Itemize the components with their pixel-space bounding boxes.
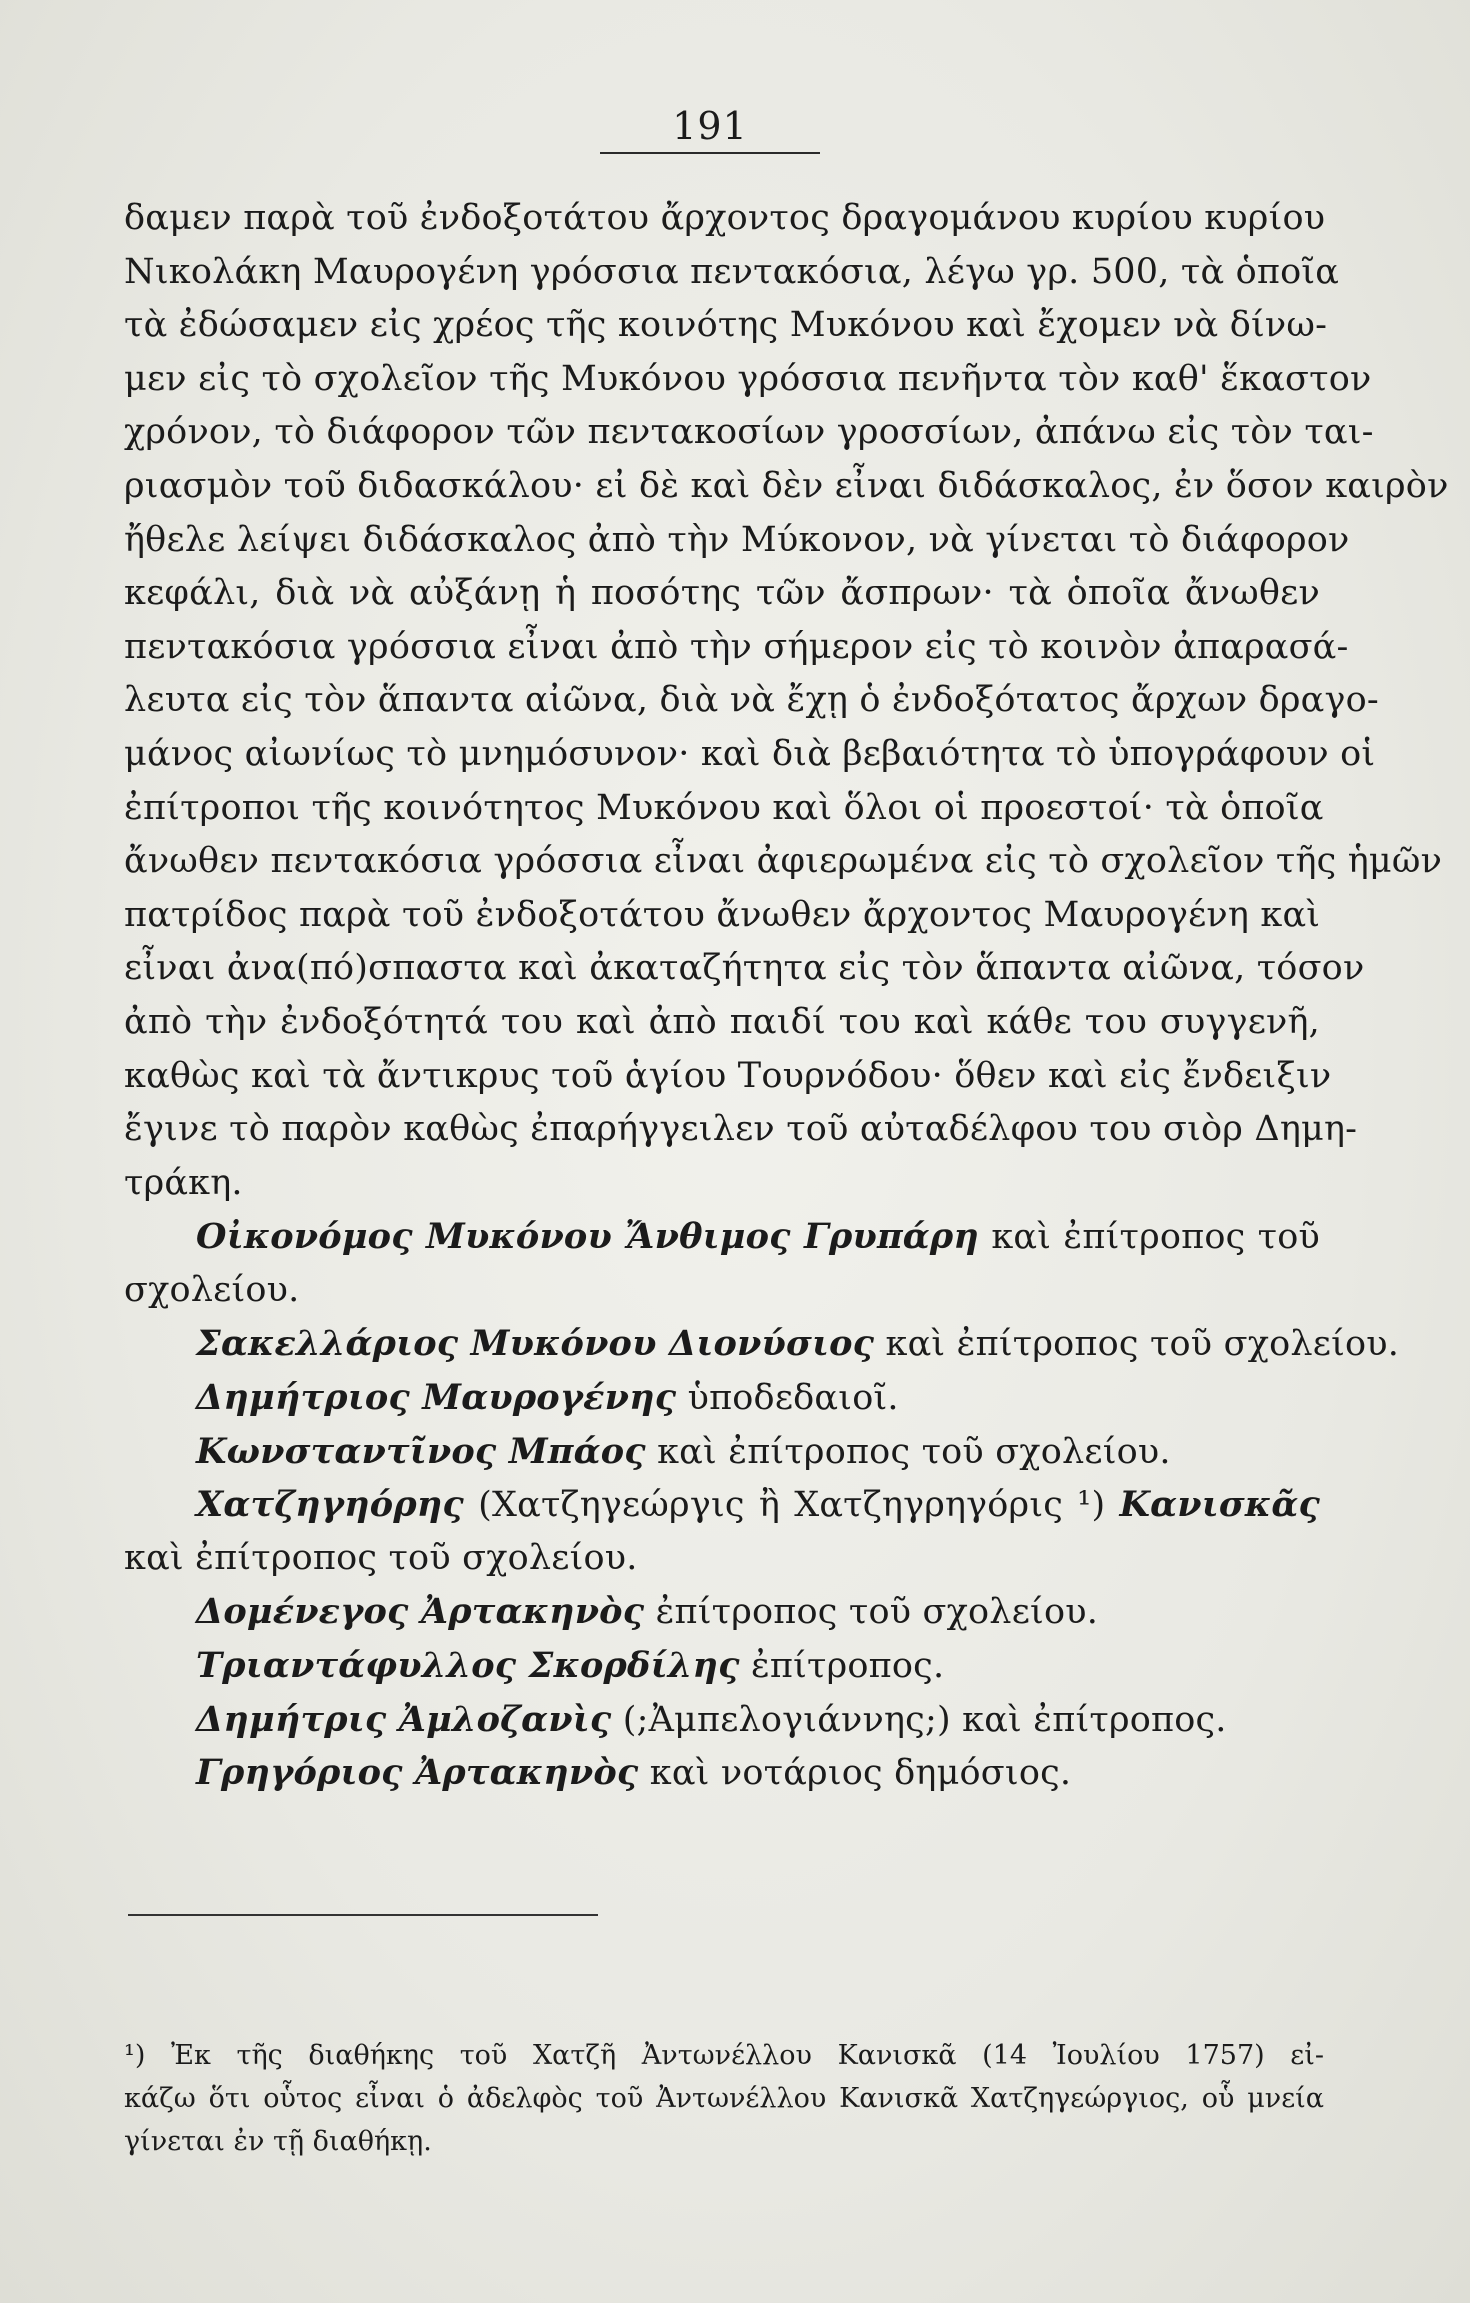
- signature-line: [124, 1585, 1320, 1639]
- signatory-role: ἐπίτροπος τοῦ σχολείου.: [644, 1592, 1099, 1633]
- signature-line: [124, 1317, 1400, 1371]
- signature-line: [124, 1210, 1320, 1264]
- text-line: ἐπίτροποι τῆς κοινότητος Μυκόνου καὶ ὅλοι οἱ προεστοί· τὰ ὁποῖα: [124, 787, 1324, 828]
- text-line: πατρίδος παρὰ τοῦ ἐνδοξοτάτου ἄνωθεν ἄρχοντος Μαυρογένη καὶ: [124, 894, 1321, 935]
- signatory-role: καὶ ἐπίτροπος τοῦ σχολείου.: [645, 1431, 1171, 1472]
- signatory-name: Χατζηγηόρης: [196, 1484, 464, 1526]
- signature-continuation: καὶ ἐπίτροπος τοῦ σχολείου.: [124, 1537, 638, 1578]
- signatory-role: ὑποδεδαιοῖ.: [676, 1378, 899, 1419]
- signatory-name: Δομένεγος Ἀρτακηνὸς: [196, 1591, 645, 1633]
- text-line: ἀπὸ τὴν ἐνδοξότητά του καὶ ἀπὸ παιδί του καὶ κάθε του συγγενῆ,: [124, 1001, 1320, 1042]
- page-number-rule: [600, 152, 820, 154]
- text-line: τὰ ἐδώσαμεν εἰς χρέος τῆς κοινότης Μυκόνου καὶ ἔχομεν νὰ δίνω-: [124, 305, 1328, 346]
- signature-line: [124, 1478, 1320, 1532]
- signatory-role: καὶ νοτάριος δημόσιος.: [638, 1753, 1072, 1794]
- signatory-name: Τριαντάφυλλος Σκορδίλης: [196, 1645, 740, 1687]
- text-line: χρόνον, τὸ διάφορον τῶν πεντακοσίων γροσσίων, ἀπάνω εἰς τὸν ται-: [124, 412, 1374, 453]
- footnote-line: ¹) Ἐκ τῆς διαθήκης τοῦ Χατζῆ Ἀντωνέλλου Κανισκᾶ (14 Ἰουλίου 1757) εἰ-: [124, 2040, 1324, 2071]
- footnote-line: γίνεται ἐν τῇ διαθήκῃ.: [124, 2126, 432, 2157]
- signature-line: [124, 1693, 1320, 1747]
- signatory-name: Δημήτρις Ἀμλοζανὶς: [196, 1698, 612, 1740]
- signatory-role: (Χατζηγεώργις ἢ Χατζηγρηγόρις ¹): [463, 1485, 1120, 1526]
- text-line: τράκη.: [124, 1162, 243, 1203]
- signature-continuation: σχολείου.: [124, 1269, 300, 1310]
- signature-line: [124, 1639, 1320, 1693]
- signatory-role: ἐπίτροπος.: [739, 1646, 945, 1687]
- footnote: [124, 2034, 1324, 2163]
- signatory-name: Σακελλάριος Μυκόνου Διονύσιος: [196, 1323, 875, 1365]
- footnote-separator: [128, 1914, 598, 1916]
- text-line: κεφάλι, διὰ νὰ αὐξάνῃ ἡ ποσότης τῶν ἄσπρων· τὰ ὁποῖα ἄνωθεν: [124, 573, 1320, 614]
- text-line: μεν εἰς τὸ σχολεῖον τῆς Μυκόνου γρόσσια πενῆντα τὸν καθ' ἕκαστον: [124, 358, 1372, 399]
- text-line: δαμεν παρὰ τοῦ ἐνδοξοτάτου ἄρχοντος δραγομάνου κυρίου κυρίου: [124, 198, 1326, 238]
- text-line: ἤθελε λείψει διδάσκαλος ἀπὸ τὴν Μύκονον, νὰ γίνεται τὸ διάφορον: [124, 519, 1350, 560]
- signature-line: [124, 1746, 1320, 1800]
- signatory-name: Οἰκονόμος Μυκόνου Ἄνθιμος Γρυπάρη: [196, 1216, 980, 1258]
- page-number: 191: [672, 104, 748, 148]
- text-line: ἄνωθεν πεντακόσια γρόσσια εἶναι ἀφιερωμένα εἰς τὸ σχολεῖον τῆς ἡμῶν: [124, 841, 1443, 882]
- signatory-role: καὶ ἐπίτροπος τοῦ σχολείου.: [874, 1324, 1400, 1365]
- signatory-role: (;Ἀμπελογιάννης;) καὶ ἐπίτροπος.: [611, 1699, 1227, 1740]
- signature-line: [124, 1371, 1320, 1425]
- signatory-role: καὶ ἐπίτροπος τοῦ: [979, 1217, 1320, 1258]
- footnote-line: κάζω ὅτι οὗτος εἶναι ὁ ἀδελφὸς τοῦ Ἀντωνέλλου Κανισκᾶ Χατζηγεώργιος, οὗ μνεία: [124, 2083, 1324, 2114]
- text-line: ριασμὸν τοῦ διδασκάλου· εἰ δὲ καὶ δὲν εἶναι διδάσκαλος, ἐν ὅσον καιρὸν: [124, 465, 1449, 506]
- text-line: ἔγινε τὸ παρὸν καθὼς ἐπαρήγγειλεν τοῦ αὐταδέλφου του σιὸρ Δημη-: [124, 1109, 1358, 1150]
- text-line: εἶναι ἀνα(πό)σπαστα καὶ ἀκαταζήτητα εἰς τὸν ἅπαντα αἰῶνα, τόσον: [124, 948, 1365, 989]
- signatory-name: Δημήτριος Μαυρογένης: [196, 1377, 677, 1419]
- signatory-name: Γρηγόριος Ἀρτακηνὸς: [196, 1752, 639, 1794]
- signatory-surname: Κανισκᾶς: [1119, 1484, 1320, 1526]
- text-line: λευτα εἰς τὸν ἅπαντα αἰῶνα, διὰ νὰ ἔχῃ ὁ ἐνδοξότατος ἄρχων δραγο-: [124, 680, 1379, 721]
- signature-line: [124, 1425, 1320, 1479]
- text-line: μάνος αἰωνίως τὸ μνημόσυνον· καὶ διὰ βεβαιότητα τὸ ὑπογράφουν οἱ: [124, 733, 1376, 774]
- text-line: καθὼς καὶ τὰ ἄντικρυς τοῦ ἁγίου Τουρνόδου· ὅθεν καὶ εἰς ἔνδειξιν: [124, 1055, 1332, 1096]
- text-line: πεντακόσια γρόσσια εἶναι ἀπὸ τὴν σήμερον εἰς τὸ κοινὸν ἀπαρασά-: [124, 626, 1349, 667]
- text-line: Νικολάκη Μαυρογένη γρόσσια πεντακόσια, λέγω γρ. 500, τὰ ὁποῖα: [124, 251, 1340, 292]
- body-text: [124, 192, 1449, 1800]
- signatory-name: Κωνσταντῖνος Μπάος: [196, 1430, 646, 1472]
